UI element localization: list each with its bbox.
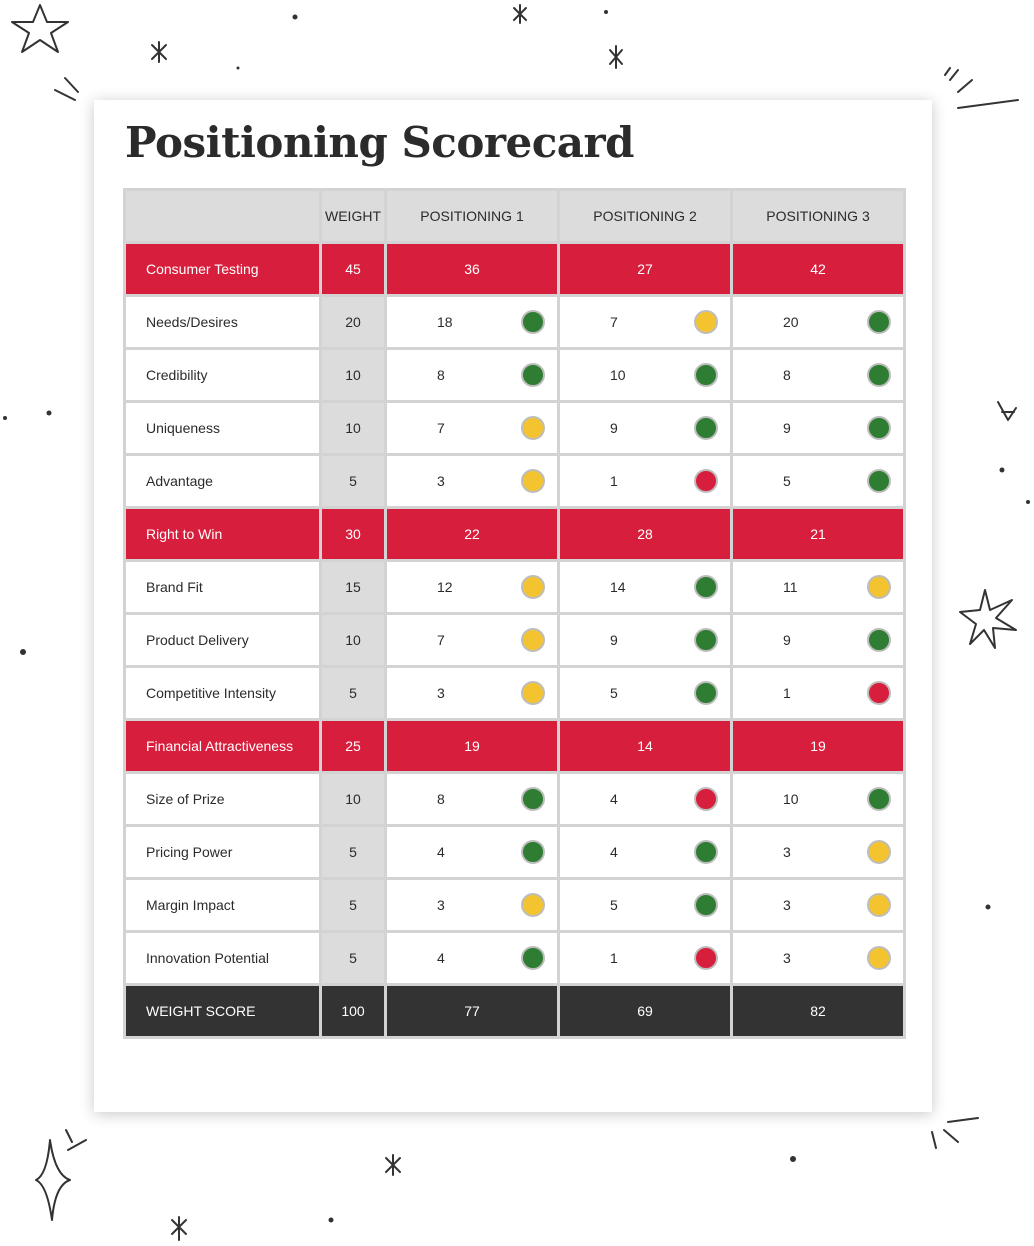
criterion-name: Uniqueness xyxy=(125,402,321,455)
criterion-weight: 5 xyxy=(321,879,386,932)
score-value: 3 xyxy=(783,950,791,966)
status-yellow-icon xyxy=(867,946,891,970)
score-cell-positioning-3 xyxy=(732,296,905,349)
score-value: 7 xyxy=(610,314,618,330)
score-cell-positioning-1 xyxy=(386,932,559,985)
score-value: 3 xyxy=(437,685,445,701)
status-green-icon xyxy=(694,840,718,864)
score-cell-positioning-1 xyxy=(386,349,559,402)
criterion-weight: 5 xyxy=(321,455,386,508)
status-red-icon xyxy=(867,681,891,705)
score-value: 10 xyxy=(610,367,626,383)
criterion-weight: 15 xyxy=(321,561,386,614)
score-value: 1 xyxy=(783,685,791,701)
score-value: 4 xyxy=(437,844,445,860)
category-name: Financial Attractiveness xyxy=(125,720,321,773)
score-cell-positioning-2 xyxy=(559,667,732,720)
category-total-positioning-1: 19 xyxy=(386,720,559,773)
score-cell-positioning-2 xyxy=(559,826,732,879)
status-green-icon xyxy=(521,310,545,334)
score-cell-positioning-3 xyxy=(732,402,905,455)
score-cell-positioning-1 xyxy=(386,455,559,508)
status-green-icon xyxy=(521,946,545,970)
category-total-positioning-2: 14 xyxy=(559,720,732,773)
score-value: 8 xyxy=(437,367,445,383)
score-value: 4 xyxy=(610,844,618,860)
score-value: 18 xyxy=(437,314,453,330)
score-cell-positioning-1 xyxy=(386,667,559,720)
page-title: Positioning Scorecard xyxy=(125,118,635,167)
criterion-name: Credibility xyxy=(125,349,321,402)
score-value: 9 xyxy=(783,420,791,436)
criterion-name: Brand Fit xyxy=(125,561,321,614)
score-cell-positioning-1 xyxy=(386,402,559,455)
category-total-positioning-1: 36 xyxy=(386,243,559,296)
status-green-icon xyxy=(867,310,891,334)
status-green-icon xyxy=(521,363,545,387)
score-value: 12 xyxy=(437,579,453,595)
total-score-positioning-3: 82 xyxy=(732,985,905,1038)
status-green-icon xyxy=(521,840,545,864)
status-green-icon xyxy=(694,416,718,440)
criterion-weight: 10 xyxy=(321,614,386,667)
criterion-weight: 5 xyxy=(321,667,386,720)
criterion-row xyxy=(125,667,905,720)
criterion-name: Competitive Intensity xyxy=(125,667,321,720)
status-green-icon xyxy=(694,628,718,652)
star-icon xyxy=(12,5,68,52)
status-green-icon xyxy=(867,469,891,493)
total-score-positioning-1: 77 xyxy=(386,985,559,1038)
status-red-icon xyxy=(694,469,718,493)
criterion-row xyxy=(125,455,905,508)
status-yellow-icon xyxy=(521,681,545,705)
category-row xyxy=(125,720,905,773)
status-green-icon xyxy=(867,363,891,387)
criterion-weight: 5 xyxy=(321,932,386,985)
score-value: 5 xyxy=(783,473,791,489)
score-cell-positioning-2 xyxy=(559,614,732,667)
status-green-icon xyxy=(867,416,891,440)
score-cell-positioning-3 xyxy=(732,455,905,508)
score-cell-positioning-3 xyxy=(732,879,905,932)
score-cell-positioning-2 xyxy=(559,932,732,985)
score-cell-positioning-3 xyxy=(732,773,905,826)
score-cell-positioning-1 xyxy=(386,773,559,826)
status-green-icon xyxy=(694,363,718,387)
score-cell-positioning-3 xyxy=(732,349,905,402)
status-green-icon xyxy=(694,575,718,599)
category-total-positioning-2: 27 xyxy=(559,243,732,296)
score-value: 9 xyxy=(783,632,791,648)
scorecard-body xyxy=(125,243,905,1038)
score-cell-positioning-3 xyxy=(732,932,905,985)
criterion-weight: 10 xyxy=(321,402,386,455)
total-label: WEIGHT SCORE xyxy=(125,985,321,1038)
category-total-positioning-3: 19 xyxy=(732,720,905,773)
category-name: Consumer Testing xyxy=(125,243,321,296)
criterion-row xyxy=(125,773,905,826)
score-value: 4 xyxy=(437,950,445,966)
header-positioning-2: POSITIONING 2 xyxy=(559,190,732,243)
header-row xyxy=(125,190,905,243)
status-yellow-icon xyxy=(694,310,718,334)
status-green-icon xyxy=(521,787,545,811)
score-cell-positioning-2 xyxy=(559,455,732,508)
status-red-icon xyxy=(694,787,718,811)
category-weight: 45 xyxy=(321,243,386,296)
status-yellow-icon xyxy=(521,469,545,493)
score-value: 3 xyxy=(437,473,445,489)
burst-icon xyxy=(960,590,1016,648)
status-green-icon xyxy=(867,787,891,811)
category-row xyxy=(125,508,905,561)
score-value: 3 xyxy=(437,897,445,913)
score-value: 8 xyxy=(783,367,791,383)
category-name: Right to Win xyxy=(125,508,321,561)
status-yellow-icon xyxy=(867,575,891,599)
criterion-row xyxy=(125,561,905,614)
score-value: 8 xyxy=(437,791,445,807)
score-cell-positioning-3 xyxy=(732,561,905,614)
score-value: 11 xyxy=(783,579,798,595)
score-cell-positioning-2 xyxy=(559,402,732,455)
total-row xyxy=(125,985,905,1038)
criterion-name: Product Delivery xyxy=(125,614,321,667)
category-row xyxy=(125,243,905,296)
criterion-weight: 5 xyxy=(321,826,386,879)
score-value: 3 xyxy=(783,897,791,913)
header-positioning-1: POSITIONING 1 xyxy=(386,190,559,243)
score-cell-positioning-3 xyxy=(732,667,905,720)
criterion-name: Needs/Desires xyxy=(125,296,321,349)
score-value: 3 xyxy=(783,844,791,860)
score-value: 9 xyxy=(610,632,618,648)
score-cell-positioning-2 xyxy=(559,349,732,402)
score-cell-positioning-1 xyxy=(386,561,559,614)
status-yellow-icon xyxy=(521,628,545,652)
criterion-row xyxy=(125,826,905,879)
score-value: 7 xyxy=(437,632,445,648)
criterion-weight: 20 xyxy=(321,296,386,349)
sparkle-icon xyxy=(36,1140,70,1220)
criterion-row xyxy=(125,296,905,349)
criterion-name: Advantage xyxy=(125,455,321,508)
criterion-row xyxy=(125,614,905,667)
status-yellow-icon xyxy=(867,893,891,917)
status-green-icon xyxy=(694,681,718,705)
status-red-icon xyxy=(694,946,718,970)
header-empty xyxy=(125,190,321,243)
criterion-name: Margin Impact xyxy=(125,879,321,932)
score-cell-positioning-2 xyxy=(559,296,732,349)
score-cell-positioning-1 xyxy=(386,296,559,349)
total-weight: 100 xyxy=(321,985,386,1038)
criterion-name: Size of Prize xyxy=(125,773,321,826)
score-cell-positioning-1 xyxy=(386,879,559,932)
status-yellow-icon xyxy=(521,416,545,440)
score-cell-positioning-1 xyxy=(386,614,559,667)
criterion-weight: 10 xyxy=(321,773,386,826)
score-value: 4 xyxy=(610,791,618,807)
header-weight: WEIGHT xyxy=(321,190,386,243)
category-total-positioning-1: 22 xyxy=(386,508,559,561)
category-weight: 30 xyxy=(321,508,386,561)
status-green-icon xyxy=(867,628,891,652)
score-cell-positioning-2 xyxy=(559,561,732,614)
scorecard-card xyxy=(94,100,932,1112)
criterion-weight: 10 xyxy=(321,349,386,402)
criterion-row xyxy=(125,349,905,402)
header-positioning-3: POSITIONING 3 xyxy=(732,190,905,243)
score-value: 5 xyxy=(610,897,618,913)
score-value: 5 xyxy=(610,685,618,701)
category-total-positioning-2: 28 xyxy=(559,508,732,561)
status-yellow-icon xyxy=(521,575,545,599)
score-cell-positioning-3 xyxy=(732,826,905,879)
status-green-icon xyxy=(694,893,718,917)
score-value: 1 xyxy=(610,473,618,489)
score-value: 20 xyxy=(783,314,799,330)
score-cell-positioning-2 xyxy=(559,879,732,932)
score-value: 10 xyxy=(783,791,799,807)
score-value: 14 xyxy=(610,579,626,595)
score-value: 1 xyxy=(610,950,618,966)
total-score-positioning-2: 69 xyxy=(559,985,732,1038)
score-cell-positioning-1 xyxy=(386,826,559,879)
criterion-name: Pricing Power xyxy=(125,826,321,879)
category-total-positioning-3: 21 xyxy=(732,508,905,561)
score-cell-positioning-2 xyxy=(559,773,732,826)
status-yellow-icon xyxy=(867,840,891,864)
criterion-row xyxy=(125,879,905,932)
score-value: 7 xyxy=(437,420,445,436)
score-value: 9 xyxy=(610,420,618,436)
category-total-positioning-3: 42 xyxy=(732,243,905,296)
category-weight: 25 xyxy=(321,720,386,773)
score-cell-positioning-3 xyxy=(732,614,905,667)
criterion-row xyxy=(125,932,905,985)
criterion-row xyxy=(125,402,905,455)
criterion-name: Innovation Potential xyxy=(125,932,321,985)
status-yellow-icon xyxy=(521,893,545,917)
scorecard-table xyxy=(123,188,906,1039)
